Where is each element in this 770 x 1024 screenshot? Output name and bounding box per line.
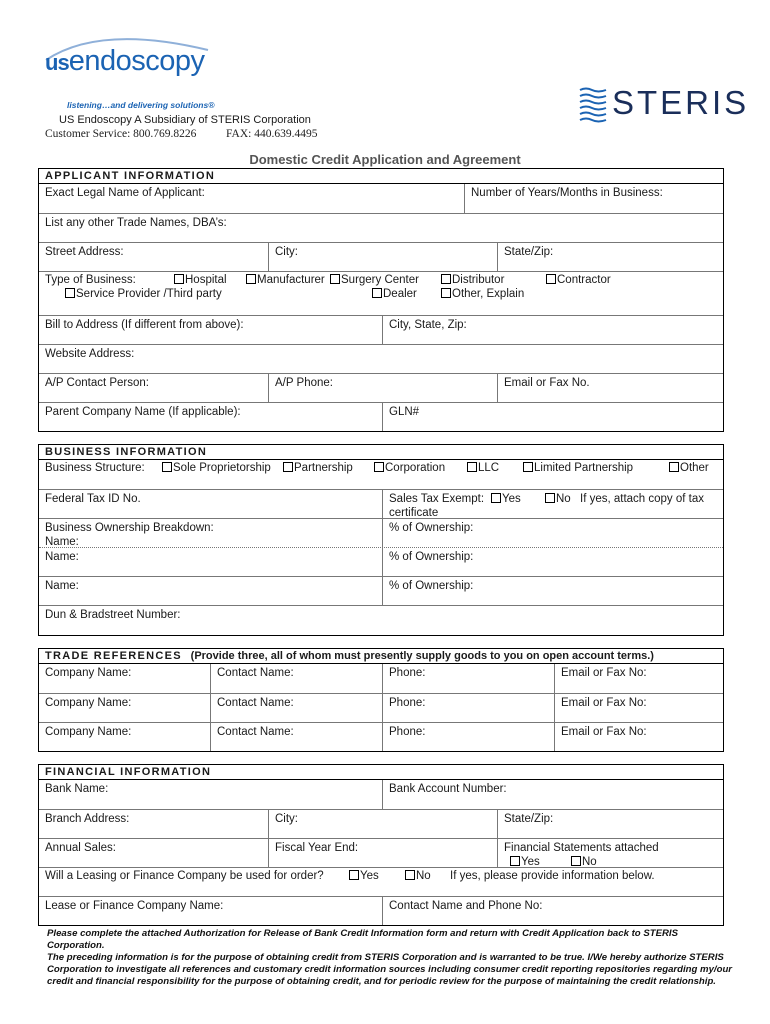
field-label: State/Zip: [504,813,554,825]
ap-contact-field[interactable] [39,374,268,403]
trade-reference-row [39,693,723,723]
option-label: Contractor [557,274,611,286]
company-name-field[interactable] [39,694,210,723]
field-label: Contact Name and Phone No: [389,900,543,912]
checkbox[interactable] [246,274,256,284]
checkbox[interactable] [510,856,520,866]
field-label: Bank Account Number: [389,783,507,795]
section-title: TRADE REFERENCES [45,650,182,662]
bank-city-field[interactable] [268,810,497,839]
authorization-statement [47,928,737,988]
leasing-question: Will a Leasing or Finance Company be used for order? [45,870,324,882]
field-label: City, State, Zip: [389,319,467,331]
sales-tax-no-option[interactable] [545,492,571,506]
field-label: A/P Contact Person: [45,377,149,389]
field-label: % of Ownership: [389,580,474,592]
type-manufacturer-option[interactable] [246,274,325,286]
fiscal-year-end-field[interactable] [268,839,497,868]
footer-warranty: The preceding information is for the purpose of obtaining credit from STERIS Corporation and is warranted to be true. I/We hereby authorize STERIS Corporation to investigate all references and customary credit information sources including consumer credit reporting repositories regarding my/our credit and financial responsibility for the purpose of obtaining credit, and for periodic review for the purpose of maintaining the credit relationship. [47,952,733,987]
leasing-note: If yes, please provide information below. [450,870,655,882]
branch-address-field[interactable] [39,810,268,839]
bill-city-state-zip-field[interactable] [382,316,723,345]
business-information-section [38,444,724,636]
footer-instruction: Please complete the attached Authorization for Release of Bank Credit Information form and return with Credit Application back to STERIS Corporation. [47,928,678,951]
leasing-yes-option[interactable] [349,870,379,882]
customer-service-phone: Customer Service: 800.769.8226 [45,128,197,140]
contact-name-field[interactable] [210,664,382,693]
field-label: Business Ownership Breakdown: [45,522,214,534]
option-label: Yes [360,870,379,882]
leasing-no-option[interactable] [405,870,431,882]
option-label: Service Provider /Third party [76,288,222,300]
option-label: Corporation [385,462,446,474]
checkbox[interactable] [571,856,581,866]
section-note: (Provide three, all of whom must presently supply goods to you on open account terms.) [190,650,654,662]
type-surgery-center-option[interactable] [330,274,419,286]
type-service-provider-option[interactable] [65,288,222,300]
phone-field[interactable] [382,664,554,693]
business-structure-row [39,460,723,489]
checkbox[interactable] [162,462,172,472]
parent-company-field[interactable] [39,403,382,431]
email-fax-field[interactable] [554,664,723,693]
checkbox[interactable] [65,288,75,298]
field-label: A/P Phone: [275,377,333,389]
checkbox[interactable] [174,274,184,284]
checkbox[interactable] [405,870,415,880]
checkbox[interactable] [283,462,293,472]
field-label: Phone: [389,667,426,679]
ap-phone-field[interactable] [268,374,497,403]
bank-name-field[interactable] [39,780,382,809]
option-label: Limited Partnership [534,462,634,474]
ownership-pct-field[interactable] [382,519,723,548]
field-label: Contact Name: [217,697,294,709]
checkbox[interactable] [349,870,359,880]
field-label: Fiscal Year End: [275,842,359,854]
trade-references-section [38,648,724,752]
trade-reference-row [39,664,723,693]
option-label: Other [680,462,709,474]
option-label: Sole Proprietorship [173,462,271,474]
field-label: Parent Company Name (If applicable): [45,406,241,418]
option-label: Distributor [452,274,505,286]
field-label: Name: [45,551,79,563]
contact-name-field[interactable] [210,723,382,751]
bank-account-field[interactable] [382,780,723,809]
field-label: Company Name: [45,697,132,709]
option-label: Surgery Center [341,274,419,286]
field-label: Email or Fax No: [561,667,647,679]
checkbox[interactable] [523,462,533,472]
field-label: Street Address: [45,246,124,258]
field-label: Branch Address: [45,813,130,825]
field-label: Company Name: [45,726,132,738]
email-fax-field[interactable] [554,694,723,723]
steris-wave-icon [579,87,607,123]
state-zip-field[interactable] [497,243,723,272]
option-label: Yes [521,856,540,868]
field-label: % of Ownership: [389,522,474,534]
dun-bradstreet-field[interactable] [39,606,723,635]
field-label: Dun & Bradstreet Number: [45,609,181,621]
fax-number: FAX: 440.639.4495 [226,128,318,140]
street-address-field[interactable] [39,243,268,272]
sales-tax-yes-option[interactable] [491,492,521,506]
checkbox[interactable] [374,462,384,472]
financial-information-section [38,764,724,926]
checkbox[interactable] [441,288,451,298]
owner-pct-field[interactable] [382,577,723,606]
website-address-field[interactable] [39,345,723,374]
structure-llc-option[interactable] [467,462,499,474]
structure-sole-proprietorship-option[interactable] [162,462,271,474]
checkbox[interactable] [669,462,679,472]
field-label: Financial Statements attached [504,842,659,854]
field-label: Bill to Address (If different from above): [45,319,244,331]
steris-logo: STERIS [612,84,750,121]
type-hospital-option[interactable] [174,274,227,286]
lease-contact-phone-field[interactable] [382,897,723,925]
field-label: Phone: [389,726,426,738]
option-label: Yes [502,493,521,505]
type-contractor-option[interactable] [546,274,611,286]
option-label: No [556,493,571,505]
checkbox[interactable] [545,493,555,503]
phone-field[interactable] [382,723,554,751]
field-label: Email or Fax No: [561,697,647,709]
ap-email-fax-field[interactable] [497,374,723,403]
phone-field[interactable] [382,694,554,723]
option-label: Manufacturer [257,274,325,286]
field-label: Annual Sales: [45,842,116,854]
checkbox[interactable] [546,274,556,284]
subsidiary-line: US Endoscopy A Subsidiary of STERIS Corporation [59,114,311,126]
field-label: % of Ownership: [389,551,474,563]
structure-corporation-option[interactable] [374,462,445,474]
sales-tax-exempt-field [382,490,723,519]
tax-note: If yes, attach copy of tax [580,493,705,505]
structure-other-option[interactable] [669,462,709,474]
owner-name-field[interactable] [39,548,382,577]
checkbox[interactable] [491,493,501,503]
type-of-business-label: Type of Business: [45,274,136,286]
applicant-information-section [38,168,724,432]
field-label: Federal Tax ID No. [45,493,141,505]
section-heading: BUSINESS INFORMATION [39,445,723,460]
field-label: City: [275,813,298,825]
financial-statements-field [497,839,723,868]
owner-name-field[interactable] [39,577,382,606]
ownership-breakdown-field[interactable] [39,519,382,548]
type-other-option[interactable] [441,288,524,300]
field-label: Exact Legal Name of Applicant: [45,187,205,199]
field-label: State/Zip: [504,246,554,258]
city-field[interactable] [268,243,497,272]
field-label: Contact Name: [217,726,294,738]
field-label: Contact Name: [217,667,294,679]
field-label: Number of Years/Months in Business: [471,187,663,199]
field-label: Bank Name: [45,783,109,795]
leasing-company-row [39,867,723,897]
federal-tax-id-field[interactable] [39,490,382,519]
field-label: Website Address: [45,348,135,360]
section-heading: FINANCIAL INFORMATION [39,765,723,780]
field-label: Company Name: [45,667,132,679]
option-label: Dealer [383,288,417,300]
trade-reference-row [39,722,723,751]
option-label: LLC [478,462,500,474]
contact-name-field[interactable] [210,694,382,723]
legal-name-field[interactable] [39,184,464,213]
checkbox[interactable] [372,288,382,298]
checkbox[interactable] [330,274,340,284]
bill-to-address-field[interactable] [39,316,382,345]
section-heading: APPLICANT INFORMATION [39,169,723,184]
field-label: Sales Tax Exempt: [389,493,485,505]
email-fax-field[interactable] [554,723,723,751]
field-label: Name: [45,580,79,592]
structure-limited-partnership-option[interactable] [523,462,633,474]
logo-tagline: listening…and delivering solutions® [67,100,215,110]
option-label: No [582,856,597,868]
option-label: Hospital [185,274,227,286]
document-title: Domestic Credit Application and Agreement [249,152,521,167]
lease-company-name-field[interactable] [39,897,382,925]
owner-pct-field[interactable] [382,548,723,577]
years-in-business-field[interactable] [464,184,723,213]
gln-field[interactable] [382,403,723,431]
option-label: No [416,870,431,882]
option-label: Partnership [294,462,353,474]
structure-partnership-option[interactable] [283,462,353,474]
checkbox[interactable] [441,274,451,284]
field-label: Name: [45,536,79,548]
field-label: GLN# [389,406,420,418]
section-heading [39,649,723,664]
business-structure-label: Business Structure: [45,462,145,474]
company-name-field[interactable] [39,664,210,693]
annual-sales-field[interactable] [39,839,268,868]
type-of-business-row [39,271,723,316]
field-label: List any other Trade Names, DBA’s: [45,217,227,229]
company-name-field[interactable] [39,723,210,751]
field-label: Email or Fax No: [561,726,647,738]
checkbox[interactable] [467,462,477,472]
field-label: Lease or Finance Company Name: [45,900,224,912]
bank-state-zip-field[interactable] [497,810,723,839]
field-label: City: [275,246,298,258]
field-label: Phone: [389,697,426,709]
field-label: Email or Fax No. [504,377,590,389]
type-distributor-option[interactable] [441,274,504,286]
us-endoscopy-logo: usendoscopy [45,45,205,77]
option-label: Other, Explain [452,288,525,300]
tax-certificate-note: certificate [389,507,439,519]
trade-names-field[interactable] [39,214,723,243]
type-dealer-option[interactable] [372,288,417,300]
